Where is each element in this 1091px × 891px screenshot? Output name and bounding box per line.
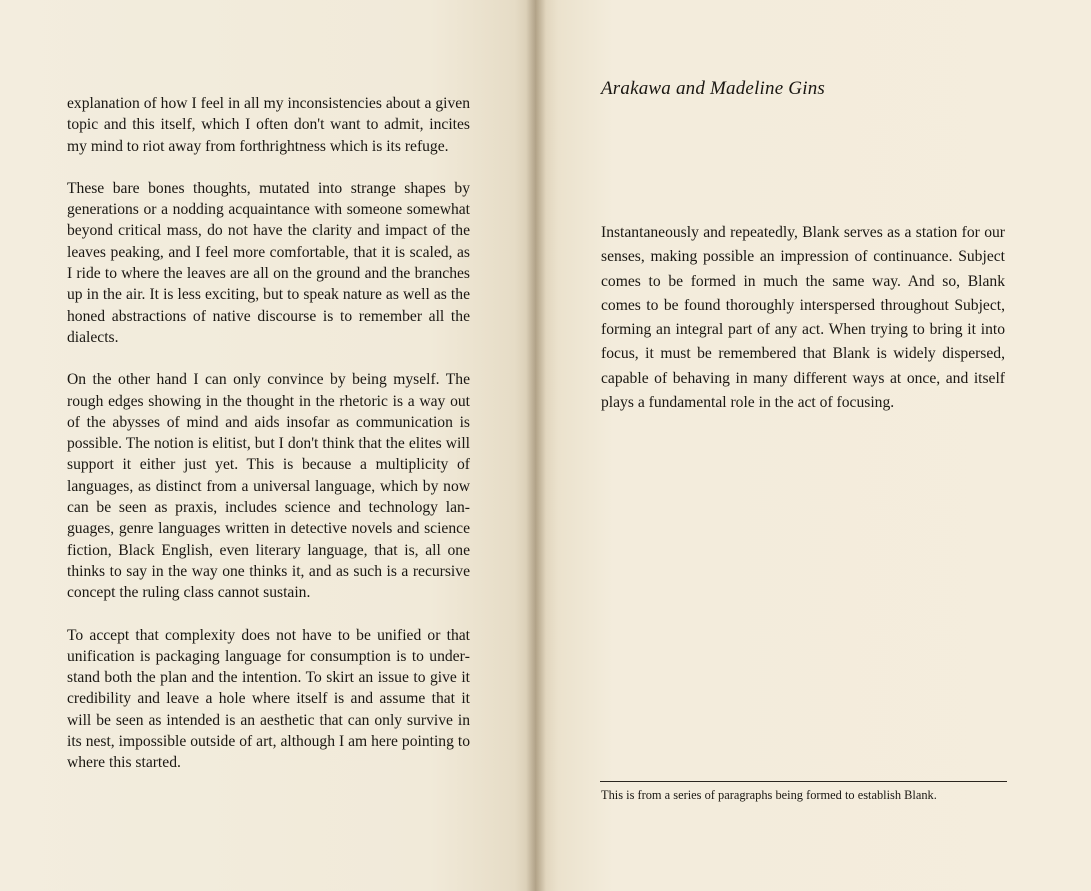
- paragraph: Instantaneously and repeatedly, Blank serves as a station for our senses, making possible an impression of continuance. Subject comes to be formed in much the same way. And so, Blank comes to be found thoroughly interspersed throughout Subject, forming an integral part of any act. When trying to bring it into focus, it must be remembered that Blank is widely dispersed, capable of behaving in many different ways at once, and itself plays a fundamental role in the act of focusing.: [601, 224, 1005, 412]
- paragraph: To accept that complexity does not have to be unified or that unification is packaging language for consumption is to understand both the plan and the intention. To skirt an issue to give it credibility and leave a hole where itself is and assume that it will be seen as intended is an aesthetic that can only survive in its nest, impossible outside of art, although I am here pointing to where this started.: [67, 626, 470, 772]
- left-page: [0, 0, 536, 891]
- right-page-body: [601, 221, 1005, 415]
- paragraph: On the other hand I can only convince by being myself. The rough edges showing in the thought in the rhetoric is a way out of the abysses of mind and aids insofar as communication is possible. The notion is elitist, but I don't think that the elites will support it either just yet. This is because a multiplicity of languages, as distinct from a universal language, which by now can be seen as praxis, includes science and technology languages, genre languages written in detective novels and science fiction, Black English, even literary language, that is, all one thinks to say in the way one thinks it, and as such is a recursive concept the ruling class cannot sustain.: [67, 371, 470, 602]
- paragraph: explanation of how I feel in all my inconsistencies about a given topic and this itself, which I often don't want to admit, incites my mind to riot away from forthrightness which is its refuge.: [67, 95, 470, 155]
- running-head: Arakawa and Madeline Gins: [601, 78, 826, 99]
- left-page-body: [67, 93, 470, 795]
- right-page: [536, 0, 1091, 891]
- paragraph: These bare bones thoughts, mutated into strange shapes by generations or a nodding acquaintance with someone somewhat beyond critical mass, do not have the clarity and impact of the leaves peaking, and I feel more comfortable, that it is scaled, as I ride to where the leaves are all on the ground and the branches up in the air. It is less exciting, but to speak nature as well as the honed abstractions of native discourse is to remember all the dialects.: [67, 179, 470, 346]
- footnote: This is from a series of paragraphs being formed to establish Blank.: [601, 788, 937, 802]
- footnote-rule: [600, 781, 1007, 782]
